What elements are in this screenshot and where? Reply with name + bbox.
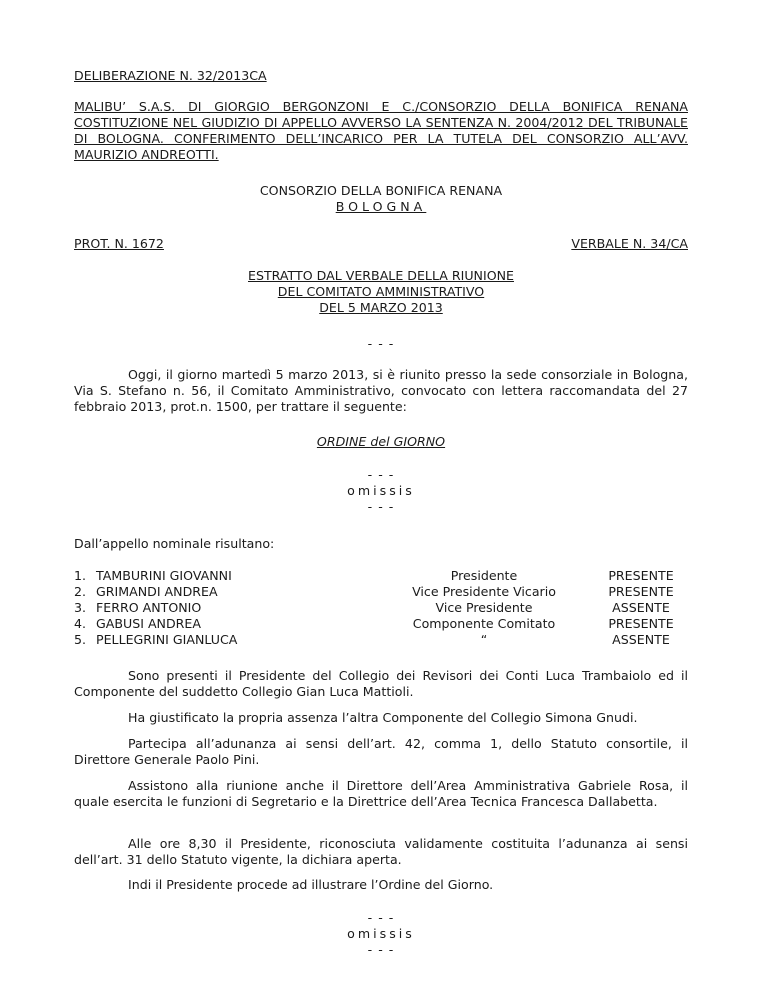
subject-heading: MALIBU’ S.A.S. DI GIORGIO BERGONZONI E C./CONSORZIO DELLA BONIFICA RENANA COSTITUZIONE NEL GIUDIZIO DI APPELLO AVVERSO LA SENTENZA N. 2004/2012 DEL TRIBUNALE DI BOLOGNA. CONFERIMENTO DELL’INCARICO PER LA TUTELA DEL CONSORZIO ALL’AVV. MAURIZIO ANDREOTTI. (74, 99, 688, 162)
separator: - - - (367, 910, 395, 925)
separator: - - - (367, 499, 395, 514)
member-row (74, 616, 688, 632)
org-name: CONSORZIO DELLA BONIFICA RENANA (259, 183, 503, 198)
member-row (74, 584, 688, 600)
member-row (74, 632, 688, 648)
verbale-number: VERBALE N. 34/CA (571, 236, 688, 251)
member-role: Vice Presidente (435, 600, 533, 615)
member-name: FERRO ANTONIO (96, 600, 202, 615)
estratto-line-3: DEL 5 MARZO 2013 (319, 300, 443, 315)
member-status: ASSENTE (612, 632, 670, 647)
member-role: Presidente (450, 568, 518, 583)
separator: - - - (367, 336, 395, 351)
org-city: BOLOGNA (335, 199, 427, 214)
separator: - - - (367, 467, 395, 482)
ordine-del-giorno: ORDINE del GIORNO (316, 434, 446, 449)
member-name: PELLEGRINI GIANLUCA (96, 632, 238, 647)
protocol-number: PROT. N. 1672 (74, 236, 164, 251)
member-number: 1. (74, 568, 87, 583)
member-row (74, 600, 688, 616)
omissis: omissis (347, 926, 415, 941)
paragraph-segretario: Assistono alla riunione anche il Direttore dell’Area Amministrativa Gabriele Rosa, il quale esercita le funzioni di Segretario e la Direttrice dell’Area Tecnica Francesca Dallabetta. (74, 778, 688, 809)
member-role: Componente Comitato (412, 616, 556, 631)
members-list (74, 568, 688, 648)
separator: - - - (367, 942, 395, 957)
member-number: 4. (74, 616, 87, 631)
member-number: 3. (74, 600, 87, 615)
estratto-line-2: DEL COMITATO AMMINISTRATIVO (277, 284, 485, 299)
member-name: GABUSI ANDREA (96, 616, 201, 631)
intro-paragraph: Oggi, il giorno martedì 5 marzo 2013, si è riunito presso la sede consorziale in Bologna, Via S. Stefano n. 56, il Comitato Amministrativo, convocato con lettera raccomandata del 27 febbraio 2013, prot.n. 1500, per trattare il seguente: (74, 367, 688, 414)
omissis: omissis (347, 483, 415, 498)
member-role: Vice Presidente Vicario (412, 584, 556, 599)
member-role: “ (480, 632, 488, 647)
member-row (74, 568, 688, 584)
member-status: PRESENTE (608, 584, 674, 599)
appello-text: Dall’appello nominale risultano: (74, 536, 275, 551)
paragraph-apertura: Alle ore 8,30 il Presidente, riconosciuta validamente costituita l’adunanza ai sensi dell’art. 31 dello Statuto vigente, la dichiara aperta. (74, 836, 688, 867)
member-number: 5. (74, 632, 87, 647)
paragraph-ordine: Indi il Presidente procede ad illustrare l’Ordine del Giorno. (128, 877, 494, 892)
paragraph-assenza: Ha giustificato la propria assenza l’altra Componente del Collegio Simona Gnudi. (128, 710, 638, 725)
deliberazione-number: DELIBERAZIONE N. 32/2013CA (74, 68, 267, 83)
member-number: 2. (74, 584, 87, 599)
member-status: PRESENTE (608, 616, 674, 631)
estratto-line-1: ESTRATTO DAL VERBALE DELLA RIUNIONE (248, 268, 514, 283)
member-name: GRIMANDI ANDREA (96, 584, 218, 599)
paragraph-revisori: Sono presenti il Presidente del Collegio dei Revisori dei Conti Luca Trambaiolo ed il Componente del suddetto Collegio Gian Luca Mattioli. (74, 668, 688, 699)
member-status: ASSENTE (612, 600, 670, 615)
member-name: TAMBURINI GIOVANNI (96, 568, 232, 583)
member-status: PRESENTE (608, 568, 674, 583)
paragraph-direttore: Partecipa all’adunanza ai sensi dell’art. 42, comma 1, dello Statuto consortile, il Direttore Generale Paolo Pini. (74, 736, 688, 767)
estratto-title (74, 268, 688, 316)
